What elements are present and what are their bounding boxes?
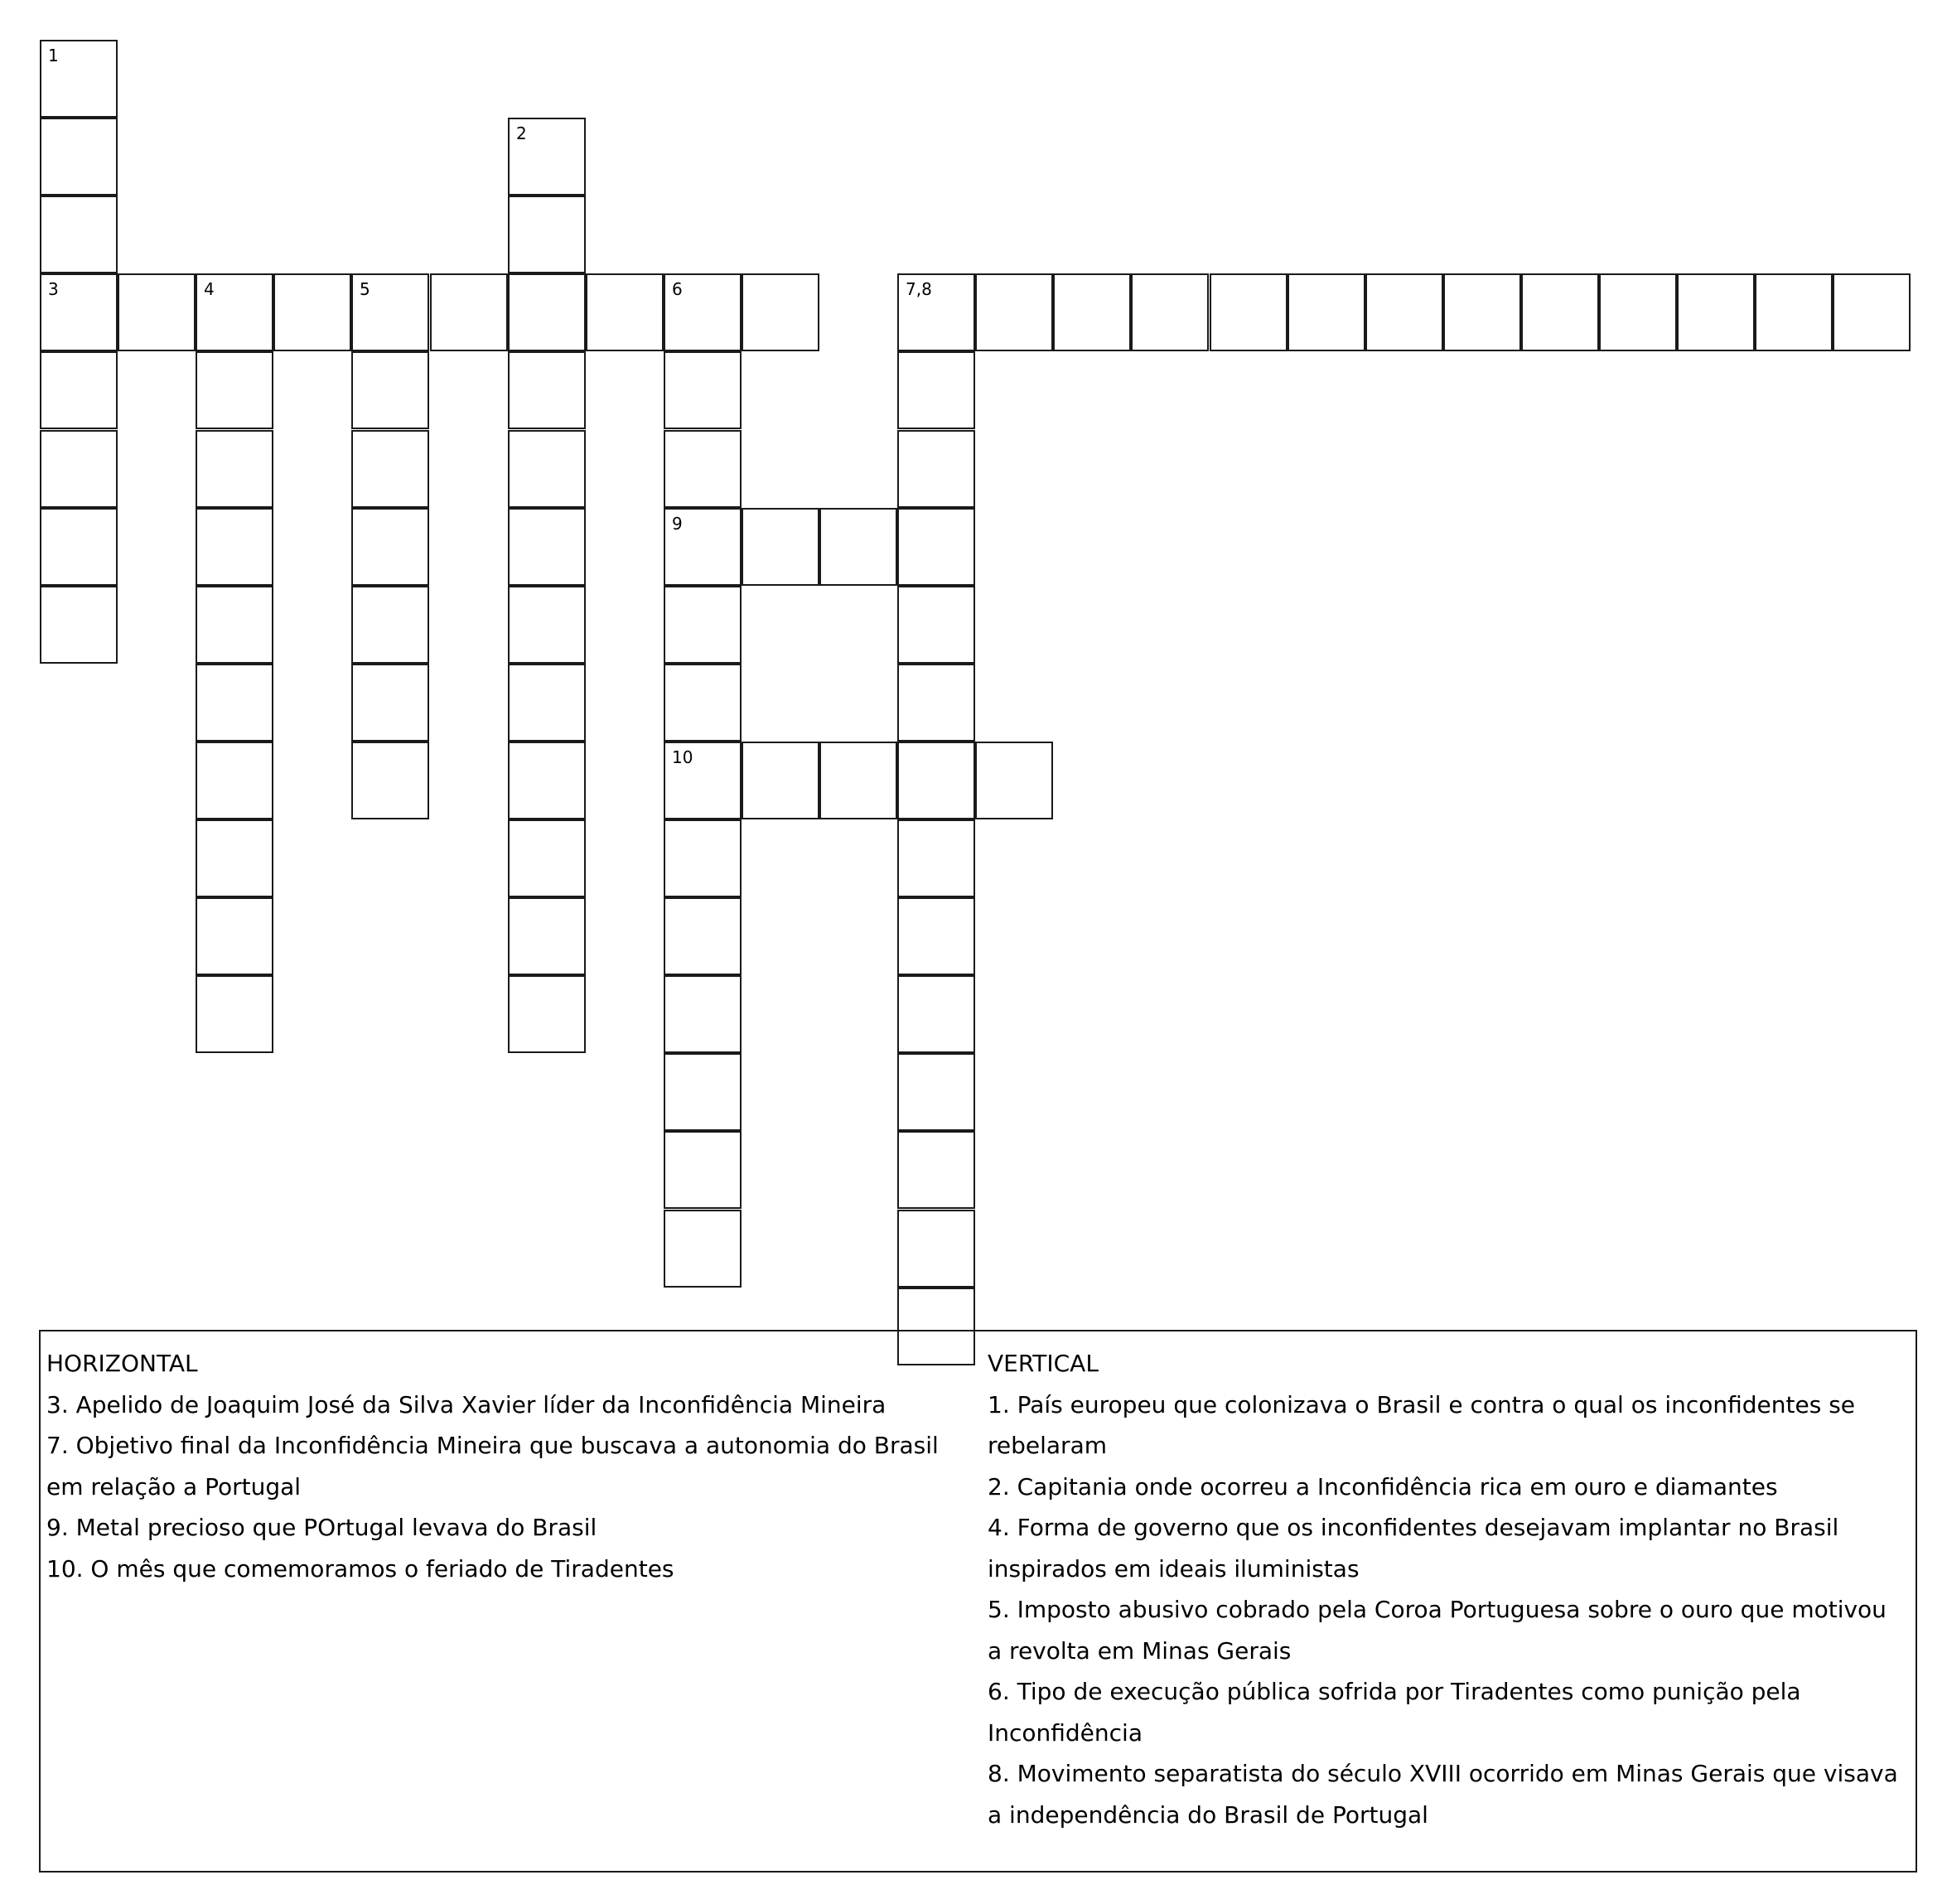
horizontal-clues (46, 1343, 978, 1589)
grid-cell[interactable] (742, 742, 819, 819)
grid-cell[interactable] (897, 1053, 975, 1131)
grid-cell[interactable] (897, 1131, 975, 1209)
grid-cell[interactable] (1599, 273, 1677, 351)
vertical-heading: VERTICAL (988, 1350, 1099, 1377)
clue-6: 6. Tipo de execução pública sofrida por Tiradentes como punição pela Inconfidência (988, 1678, 1801, 1747)
clue-10: 10. O mês que comemoramos o feriado de Tiradentes (46, 1554, 674, 1583)
grid-cell[interactable] (664, 430, 742, 508)
grid-cell[interactable] (664, 273, 742, 351)
clue-number: 5 (360, 279, 370, 299)
grid-cell[interactable] (897, 975, 975, 1053)
grid-cell[interactable] (664, 1053, 742, 1131)
grid-cell[interactable] (196, 664, 273, 742)
clue-number: 1 (48, 46, 59, 65)
grid-cell[interactable] (196, 586, 273, 664)
grid-cell[interactable] (40, 118, 118, 196)
grid-cell[interactable] (508, 586, 586, 664)
grid-cell[interactable] (1053, 273, 1131, 351)
grid-cell[interactable] (351, 351, 429, 429)
grid-cell[interactable] (430, 273, 508, 351)
grid-cell[interactable] (40, 351, 118, 429)
clue-number: 3 (48, 279, 59, 299)
grid-cell[interactable] (819, 742, 897, 819)
grid-cell[interactable] (897, 897, 975, 975)
grid-cell[interactable] (664, 975, 742, 1053)
grid-cell[interactable] (40, 273, 118, 351)
grid-cell[interactable] (897, 819, 975, 897)
grid-cell[interactable] (1521, 273, 1599, 351)
grid-cell[interactable] (897, 1210, 975, 1288)
clue-4: 4. Forma de governo que os inconfidentes desejavam implantar no Brasil inspirados em ideais iluministas (988, 1514, 1839, 1583)
grid-cell[interactable] (897, 586, 975, 664)
grid-cell[interactable] (508, 196, 586, 273)
grid-cell[interactable] (273, 273, 351, 351)
clue-9: 9. Metal precioso que POrtugal levava do Brasil (46, 1514, 597, 1541)
clue-number: 4 (204, 279, 215, 299)
grid-cell[interactable] (40, 430, 118, 508)
grid-cell[interactable] (1210, 273, 1288, 351)
grid-cell[interactable] (40, 586, 118, 664)
grid-cell[interactable] (897, 351, 975, 429)
grid-cell[interactable] (975, 273, 1053, 351)
grid-cell[interactable] (508, 819, 586, 897)
grid-cell[interactable] (742, 508, 819, 586)
grid-cell[interactable] (664, 586, 742, 664)
grid-cell[interactable] (1443, 273, 1521, 351)
clues-box (39, 1330, 1917, 1873)
clue-number: 7,8 (906, 279, 932, 299)
clue-3: 3. Apelido de Joaquim José da Silva Xavier líder da Inconfidência Mineira (46, 1390, 887, 1418)
grid-cell[interactable] (664, 351, 742, 429)
grid-cell[interactable] (196, 975, 273, 1053)
grid-cell[interactable] (897, 273, 975, 351)
grid-cell[interactable] (196, 897, 273, 975)
vertical-clues (988, 1343, 1907, 1835)
grid-cell[interactable] (664, 508, 742, 586)
grid-cell[interactable] (508, 975, 586, 1053)
grid-cell[interactable] (1677, 273, 1755, 351)
grid-cell[interactable] (819, 508, 897, 586)
clue-5: 5. Imposto abusivo cobrado pela Coroa Portuguesa sobre o ouro que motivou a revolta em Minas Gerais (988, 1596, 1887, 1665)
grid-cell[interactable] (897, 664, 975, 742)
grid-cell[interactable] (351, 742, 429, 819)
grid-cell[interactable] (664, 819, 742, 897)
grid-cell[interactable] (40, 40, 118, 118)
grid-cell[interactable] (897, 508, 975, 586)
grid-cell[interactable] (975, 742, 1053, 819)
grid-cell[interactable] (196, 508, 273, 586)
grid-cell[interactable] (196, 273, 273, 351)
clue-1: 1. País europeu que colonizava o Brasil e contra o qual os inconfidentes se rebelaram (988, 1390, 1856, 1459)
grid-cell[interactable] (196, 819, 273, 897)
grid-cell[interactable] (1755, 273, 1833, 351)
grid-cell[interactable] (664, 742, 742, 819)
grid-cell[interactable] (664, 897, 742, 975)
grid-cell[interactable] (351, 273, 429, 351)
grid-cell[interactable] (351, 430, 429, 508)
grid-cell[interactable] (508, 664, 586, 742)
clue-number: 6 (672, 279, 683, 299)
clue-7: 7. Objetivo final da Inconfidência Mineira que buscava a autonomia do Brasil em relação a Portugal (46, 1432, 939, 1500)
grid-cell[interactable] (351, 664, 429, 742)
grid-cell[interactable] (508, 897, 586, 975)
clue-number: 10 (672, 747, 693, 767)
grid-cell[interactable] (508, 118, 586, 196)
grid-cell[interactable] (40, 196, 118, 273)
grid-cell[interactable] (508, 508, 586, 586)
grid-cell[interactable] (508, 351, 586, 429)
grid-cell[interactable] (897, 430, 975, 508)
horizontal-heading: HORIZONTAL (46, 1350, 198, 1377)
clue-8: 8. Movimento separatista do século XVIII ocorrido em Minas Gerais que visava a independência do Brasil de Portugal (988, 1760, 1898, 1829)
clue-number: 9 (672, 514, 683, 534)
grid-cell[interactable] (196, 351, 273, 429)
grid-cell[interactable] (1131, 273, 1209, 351)
grid-cell[interactable] (351, 586, 429, 664)
clue-number: 2 (516, 123, 527, 143)
grid-cell[interactable] (664, 1210, 742, 1288)
grid-cell[interactable] (196, 430, 273, 508)
grid-cell[interactable] (351, 508, 429, 586)
grid-cell[interactable] (1288, 273, 1365, 351)
grid-cell[interactable] (508, 430, 586, 508)
grid-cell[interactable] (1833, 273, 1911, 351)
grid-cell[interactable] (897, 742, 975, 819)
grid-cell[interactable] (508, 273, 586, 351)
grid-cell[interactable] (508, 742, 586, 819)
grid-cell[interactable] (118, 273, 196, 351)
grid-cell[interactable] (1365, 273, 1443, 351)
grid-cell[interactable] (664, 1131, 742, 1209)
grid-cell[interactable] (742, 273, 819, 351)
grid-cell[interactable] (586, 273, 664, 351)
grid-cell[interactable] (664, 664, 742, 742)
clue-2: 2. Capitania onde ocorreu a Inconfidência rica em ouro e diamantes (988, 1472, 1778, 1500)
grid-cell[interactable] (196, 742, 273, 819)
grid-cell[interactable] (40, 508, 118, 586)
